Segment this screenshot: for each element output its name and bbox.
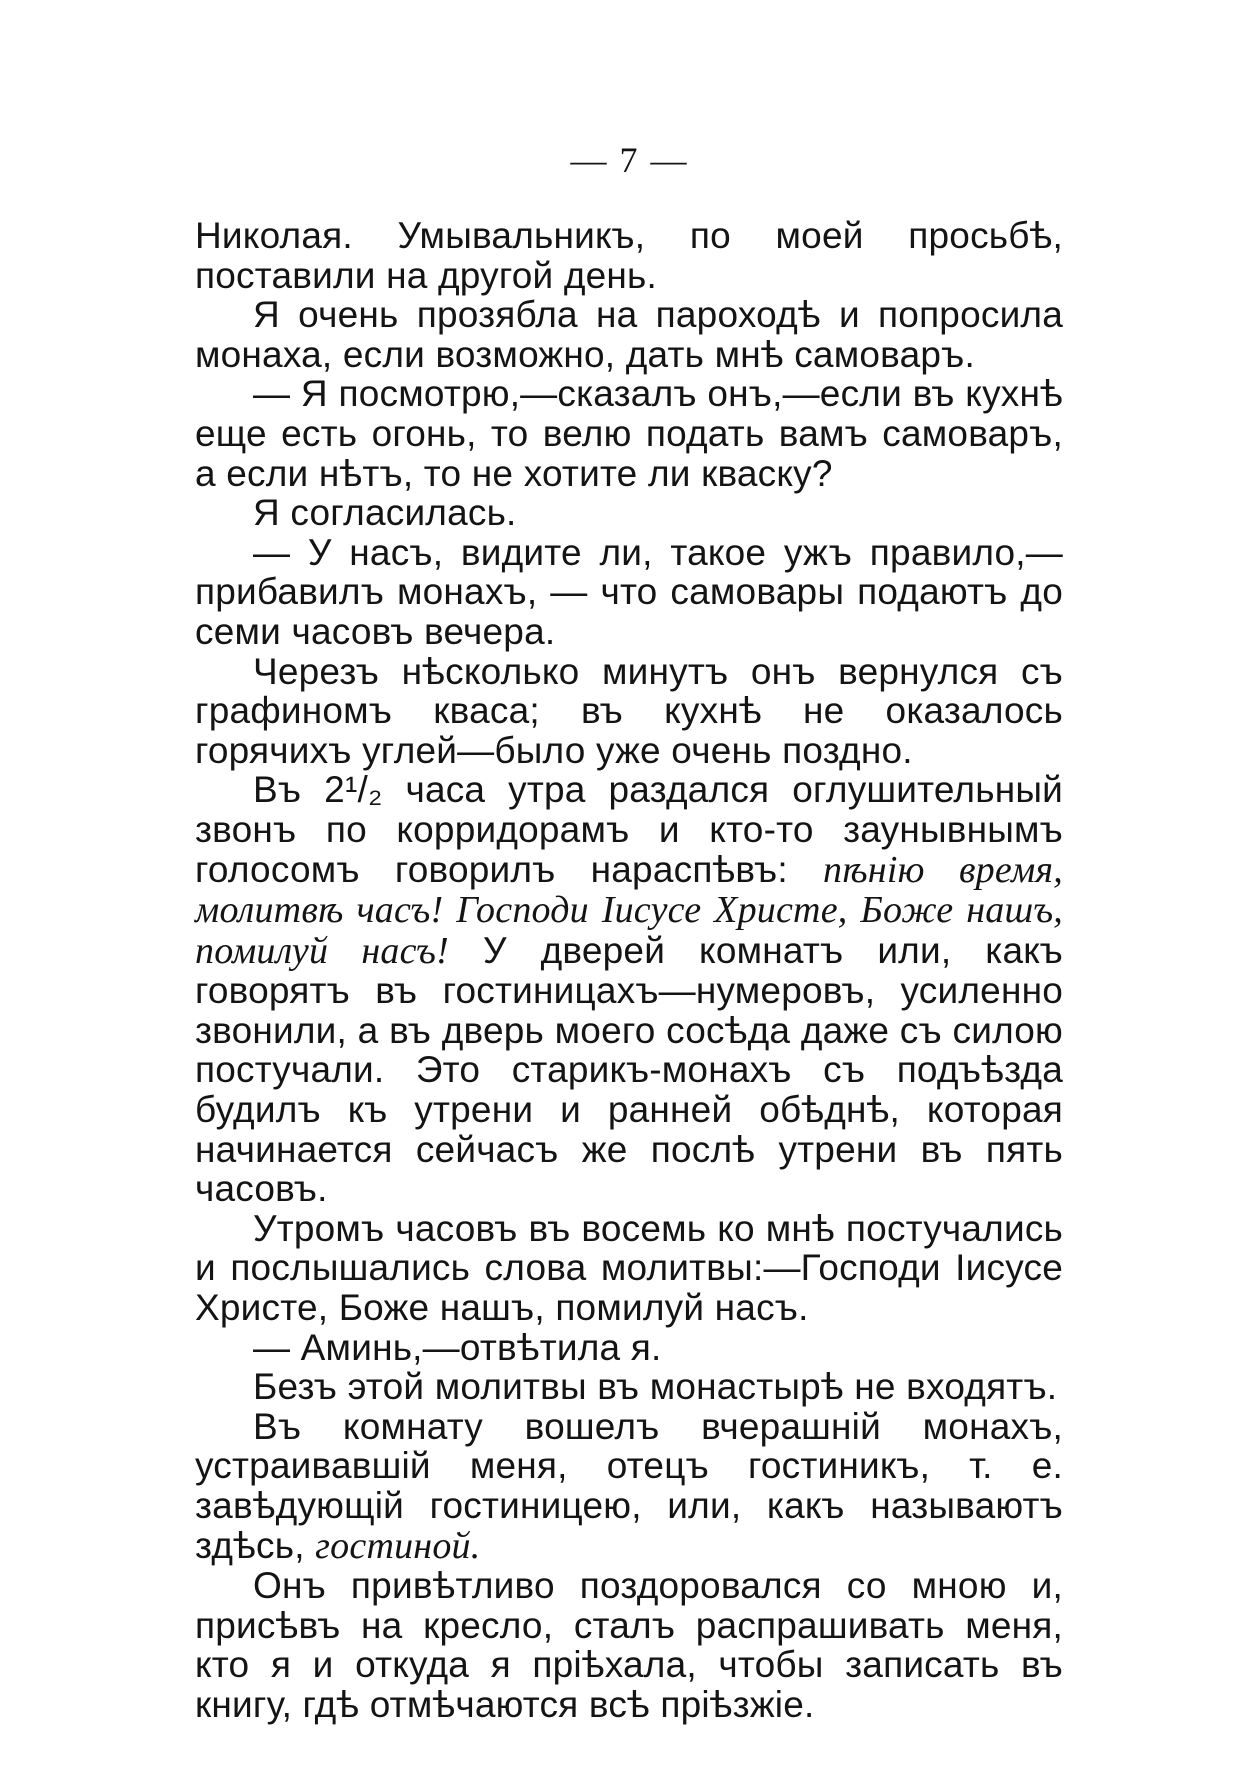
italic-text-segment: пѣнію время, молитвѣ часъ! Господи Іисусе Христе, Боже нашъ, помилуй насъ! [195, 848, 1063, 972]
text-segment: Я очень прозябла на пароходѣ и попросила монаха, если возможно, дать мнѣ самоваръ. [195, 294, 1063, 375]
paragraph [195, 652, 1063, 771]
text-segment: Утромъ часовъ въ восемь ко мнѣ постучались и послышались слова молитвы:—Господи Іисусе Христе, Боже нашъ, помилуй насъ. [195, 1207, 1063, 1329]
body-text [195, 216, 1063, 1725]
text-segment: Николая. Умывальникъ, по моей просьбѣ, поставили на другой день. [195, 215, 1063, 296]
text-segment: Въ 2¹/₂ часа утра раздался оглушительный звонъ по корридорамъ и кто-то заунывнымъ голосомъ говорилъ нараспѣвъ: [195, 769, 1063, 890]
text-segment: — У насъ, видите ли, такое ужъ правило,— прибавилъ монахъ, — что самовары подаютъ до семи часовъ вечера. [195, 531, 1063, 652]
text-segment: Черезъ нѣсколько минутъ онъ вернулся съ графиномъ кваса; въ кухнѣ не оказалось горячихъ углей—было уже очень поздно. [195, 650, 1063, 771]
paragraph [195, 493, 1063, 533]
paragraph [195, 1367, 1063, 1407]
page-number: — 7 — [570, 140, 689, 180]
paragraph [195, 1566, 1063, 1724]
paragraph [195, 1209, 1063, 1328]
text-segment: Въ комнату вошелъ вчерашній монахъ, устраивавшій меня, отецъ гостиникъ, т. е. завѣдующій гостиницею, или, какъ называютъ здѣсь, [195, 1405, 1063, 1566]
paragraph [195, 295, 1063, 374]
text-segment: — Я посмотрю,—сказалъ онъ,—если въ кухнѣ еще есть огонь, то велю подать вамъ самоваръ, а если нѣтъ, то не хотите ли кваску? [195, 373, 1063, 494]
paragraph [195, 374, 1063, 493]
paragraph [195, 533, 1063, 652]
text-segment: Я согласилась. [253, 492, 517, 534]
paragraph [195, 216, 1063, 295]
text-segment: Онъ привѣтливо поздоровался со мною и, присѣвъ на кресло, сталъ распрашивать меня, кто я и откуда я пріѣхала, чтобы записать въ книгу, гдѣ отмѣчаются всѣ пріѣзжіе. [195, 1565, 1063, 1725]
paragraph [195, 1328, 1063, 1368]
text-segment: Безъ этой молитвы въ монастырѣ не входятъ. [253, 1366, 1058, 1408]
paragraph [195, 770, 1063, 1209]
paragraph [195, 1407, 1063, 1566]
text-segment: — Аминь,—отвѣтила я. [253, 1326, 662, 1368]
italic-text-segment: гостиной. [315, 1524, 481, 1567]
text-segment: У дверей комнатъ или, какъ говорятъ въ гостиницахъ—нумеровъ, усиленно звонили, а въ дверь моего сосѣда даже съ силою постучали. Это старикъ-монахъ съ подъѣзда будилъ къ утрени и ранней обѣднѣ, которая начинается сейчасъ же послѣ утрени въ пять часовъ. [195, 929, 1063, 1210]
